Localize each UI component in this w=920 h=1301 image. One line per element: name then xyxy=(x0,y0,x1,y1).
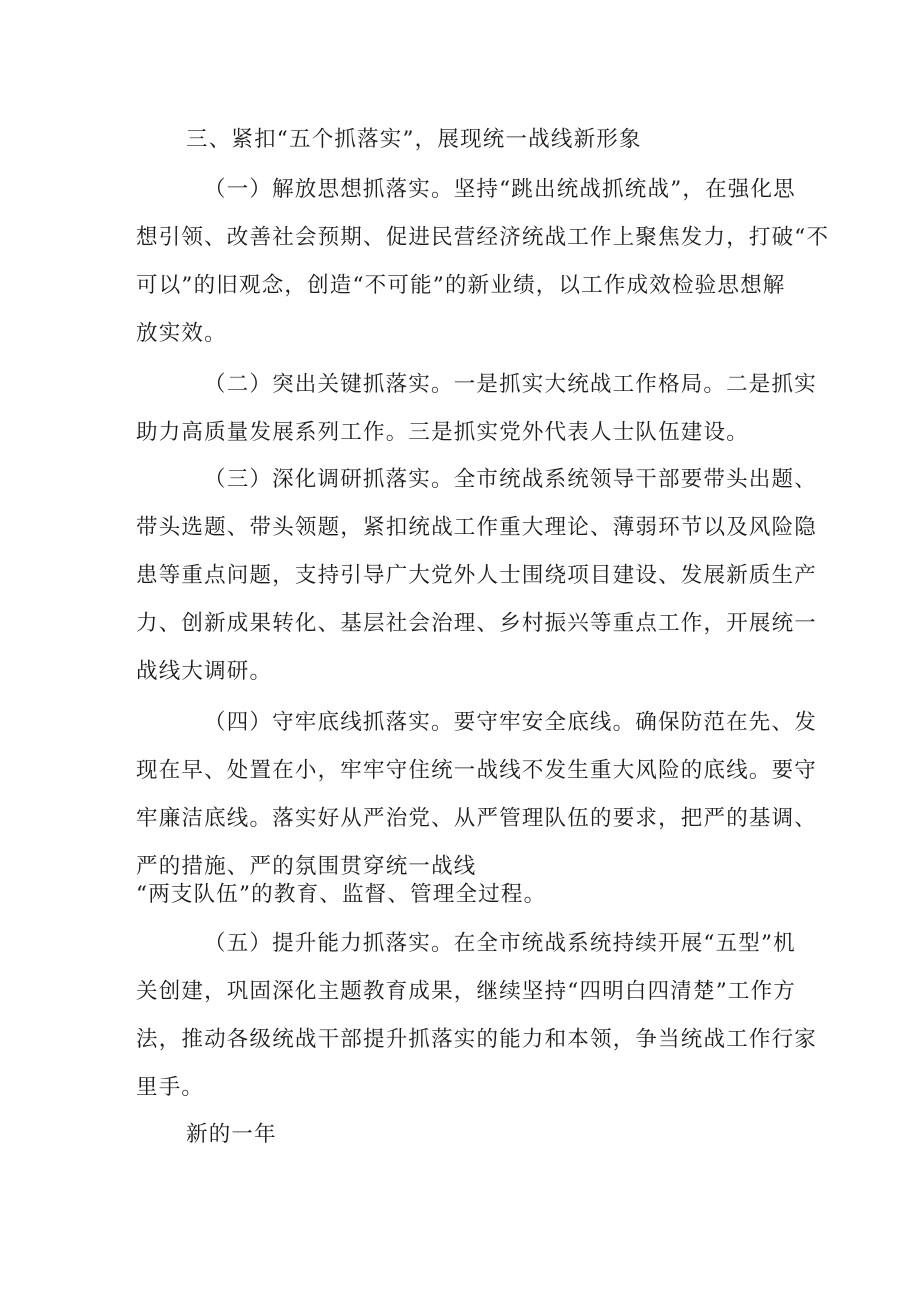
paragraph-1-line-4: 放实效。 xyxy=(136,321,227,346)
paragraph-5-line-1: （五）提升能力抓落实。在全市统战系统持续开展“五型”机 xyxy=(204,931,796,956)
paragraph-4-line-5: “两支队伍”的教育、监督、管理全过程。 xyxy=(136,882,547,907)
paragraph-3-line-1: （三）深化调研抓落实。全市统战系统领导干部要带头出题、 xyxy=(204,467,817,492)
paragraph-3-line-3: 患等重点问题，支持引导广大党外人士围绕项目建设、发展新质生产 xyxy=(136,563,818,588)
closing-line: 新的一年 xyxy=(186,1122,277,1147)
paragraph-4-line-2: 现在早、处置在小，牢牢守住统一战线不发生重大风险的底线。要守 xyxy=(136,758,818,783)
section-heading: 三、紧扣“五个抓落实”，展现统一战线新形象 xyxy=(186,127,642,152)
paragraph-5-line-2: 关创建，巩固深化主题教育成果，继续坚持“四明白四清楚”工作方 xyxy=(136,979,796,1004)
paragraph-2-line-2: 助力高质量发展系列工作。三是抓实党外代表人士队伍建设。 xyxy=(136,420,749,445)
paragraph-3-line-5: 战线大调研。 xyxy=(136,659,273,684)
paragraph-1-line-2: 想引领、改善社会预期、促进民营经济统战工作上聚焦发力，打破“不 xyxy=(136,225,830,250)
paragraph-3-line-2: 带头选题、带头领题，紧扣统战工作重大理论、薄弱环节以及风险隐 xyxy=(136,515,818,540)
paragraph-5-line-4: 里手。 xyxy=(136,1075,205,1100)
paragraph-1-line-1: （一）解放思想抓落实。坚持“跳出统战抓统战”，在强化思 xyxy=(204,177,796,202)
paragraph-5-line-3: 法，推动各级统战干部提升抓落实的能力和本领，争当统战工作行家 xyxy=(136,1027,818,1052)
paragraph-1-line-3: 可以”的旧观念，创造“不可能”的新业绩，以工作成效检验思想解 xyxy=(136,273,786,298)
paragraph-4-line-4: 严的措施、严的氛围贯穿统一战线 xyxy=(136,854,477,879)
paragraph-4-line-3: 牢廉洁底线。落实好从严治党、从严管理队伍的要求，把严的基调、 xyxy=(136,806,818,831)
paragraph-2-line-1: （二）突出关键抓落实。一是抓实大统战工作格局。二是抓实 xyxy=(204,372,817,397)
paragraph-4-line-1: （四）守牢底线抓落实。要守牢安全底线。确保防范在先、发 xyxy=(204,710,817,735)
paragraph-3-line-4: 力、创新成果转化、基层社会治理、乡村振兴等重点工作，开展统一 xyxy=(136,611,818,636)
